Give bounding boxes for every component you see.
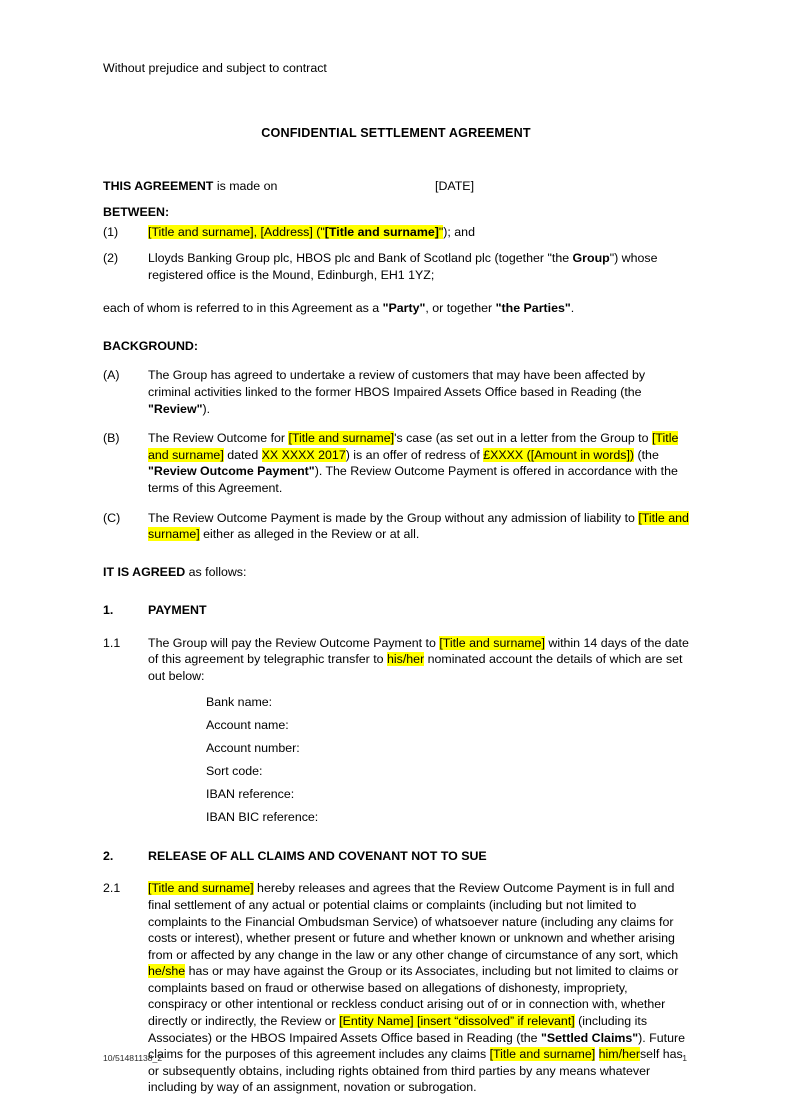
background-c-text-b: either as alleged in the Review or at all. [199,527,420,542]
party-1-text [148,224,689,241]
page-footer [103,1053,687,1063]
bank-details-list [206,694,689,826]
party-1-tail: ); and [443,225,475,240]
party-2-text-b: ") whose registered office is the Mound, Edinburgh, EH1 1YZ; [148,250,658,282]
settled-claims-bold-term: "Settled Claims" [541,1030,639,1045]
each-of-whom-text-c: . [570,301,575,316]
clause-2-1-highlight-5: him/her [598,1047,640,1062]
group-bold-label: Group [572,250,610,265]
it-is-agreed-line [103,564,689,581]
clause-2-1-highlight-2: he/she [148,964,186,979]
it-is-agreed-bold: IT IS AGREED [103,564,186,579]
clause-1-title: PAYMENT [148,603,207,618]
clause-2-1 [103,880,689,1096]
party-1-highlight-c: " [438,225,444,240]
background-b-text-a: The Review Outcome for [148,431,289,446]
background-a-text-a: The Group has agreed to undertake a review of customers that may have been affected by criminal activities linked to the former HBOS Impaired Assets Office based in Reading (the [148,368,646,399]
bank-field-account-number: Account number: [206,740,300,755]
clause-2-1-text-b: has or may have against the Group or its Associates, including but not limited to claims or complaints based on fraud or otherwise based on allegations of dishonesty, impropriety, conspiracy or other intentional or reckless conduct arising out of or in connection with, whether directly or indirectly, the Review or [148,964,679,1029]
agreement-made-on-line [103,178,689,195]
without-prejudice-note: Without prejudice and subject to contract [103,61,327,75]
this-agreement-label: THIS AGREEMENT [103,179,214,194]
clause-2-1-highlight-3: [Entity Name] [insert “dissolved” if relevant] [339,1014,575,1029]
document-content [103,58,689,1096]
party-row-2 [103,250,689,283]
clause-2-number: 2. [103,848,114,863]
party-1-marker: (1) [103,225,119,240]
parties-bold-term: "the Parties" [495,301,571,316]
clause-1-1-highlight-2: his/her [387,652,425,667]
clause-heading-2 [103,848,689,865]
background-b-text-d: ) is an offer of redress of [345,447,484,462]
clause-2-1-text-f: self has or subsequently obtains, including rights obtained from third parties by any means whatever including by way of an assignment, novation or subrogation. [148,1047,683,1095]
background-b-highlight-4: £XXXX ([Amount in words]) [483,447,635,462]
party-row-1 [103,224,689,241]
background-c-text [148,510,689,543]
background-heading: BACKGROUND: [103,338,198,353]
review-bold-term: "Review" [148,401,203,416]
bank-field-account-name: Account name: [206,717,289,732]
party-1-highlight-b: [Title and surname] [324,225,439,240]
party-2-marker: (2) [103,250,119,265]
background-b-text-e: (the [634,447,659,462]
clause-1-1-text-a: The Group will pay the Review Outcome Payment to [148,635,440,650]
it-is-agreed-rest: as follows: [185,564,247,579]
background-c-marker: (C) [103,510,121,525]
party-2-text-a: Lloyds Banking Group plc, HBOS plc and Bank of Scotland plc (together "the [148,250,573,265]
clause-2-1-highlight-1: [Title and surname] [148,881,254,896]
clause-2-1-text-a: hereby releases and agrees that the Review Outcome Payment is in full and final settlement of any actual or potential claims or complaints (including but not limited to complaints to the Financial Ombudsman Service) of whatsoever nature (including any claims for costs or interest), whether present or future and whether known or unknown and whether arising from or affected by any change in the law or any other change of circumstance of any sort, which [148,881,679,962]
clause-2-title: RELEASE OF ALL CLAIMS AND COVENANT NOT TO SUE [148,848,487,863]
background-c-highlight-1: [Title and surname] [148,510,689,542]
background-a-marker: (A) [103,368,120,383]
each-of-whom-paragraph [103,300,689,317]
background-item-b [103,430,689,496]
background-b-text-f: ). The Review Outcome Payment is offered in accordance with the terms of this Agreement. [148,464,678,495]
footer-page-number: 1 [682,1053,687,1063]
page-title: CONFIDENTIAL SETTLEMENT AGREEMENT [261,125,531,140]
clause-1-1-text-c: nominated account the details of which are set out below: [148,652,683,684]
clause-2-1-highlight-4: [Title and surname] [489,1047,596,1062]
footer-reference: 10/51481138_2 [103,1053,163,1063]
clause-heading-1 [103,602,689,619]
background-b-highlight-2: [Title and surname] [148,431,679,462]
bank-field-iban-reference: IBAN reference: [206,787,295,802]
between-label: BETWEEN: [103,204,170,219]
background-c-text-a: The Review Outcome Payment is made by the Group without any admission of liability to [148,510,639,525]
background-a-text [148,367,689,417]
party-bold-term: "Party" [382,301,426,316]
clause-2-1-number: 2.1 [103,881,121,896]
bank-field-bank-name: Bank name: [206,694,273,709]
background-b-text [148,430,689,496]
bank-field-iban-bic-reference: IBAN BIC reference: [206,810,319,825]
background-b-marker: (B) [103,431,120,446]
each-of-whom-text-b: , or together [425,301,496,316]
background-b-highlight-1: [Title and surname] [288,431,395,446]
review-outcome-payment-bold-term: "Review Outcome Payment" [148,464,315,479]
background-item-c [103,510,689,543]
party-2-text [148,250,689,283]
clause-2-1-text-c: (including its Associates) or the HBOS Impaired Assets Office based in Reading (the [148,1014,648,1045]
clause-1-1-text-b: within 14 days of the date of this agreement by telegraphic transfer to [148,635,689,667]
each-of-whom-text-a: each of whom is referred to in this Agreement as a [103,301,383,316]
clause-2-1-text [148,880,689,1096]
background-b-text-b: 's case (as set out in a letter from the Group to [394,431,652,446]
background-a-text-b: ). [202,401,211,416]
clause-1-number: 1. [103,603,114,618]
clause-1-1-number: 1.1 [103,635,121,650]
is-made-on-text: is made on [213,179,278,194]
clause-2-1-text-d: ). Future claims for the purposes of this agreement includes any claims [148,1030,685,1062]
clause-1-1-highlight-1: [Title and surname] [439,635,545,650]
background-b-text-c: dated [223,447,262,462]
date-placeholder: [DATE] [435,179,475,194]
background-item-a [103,367,689,417]
party-1-highlight-a: [Title and surname], [Address] (" [148,225,325,240]
bank-field-sort-code: Sort code: [206,763,263,778]
clause-1-1 [103,635,689,685]
background-b-highlight-3: XX XXXX 2017 [261,447,346,462]
clause-1-1-text [148,635,689,685]
